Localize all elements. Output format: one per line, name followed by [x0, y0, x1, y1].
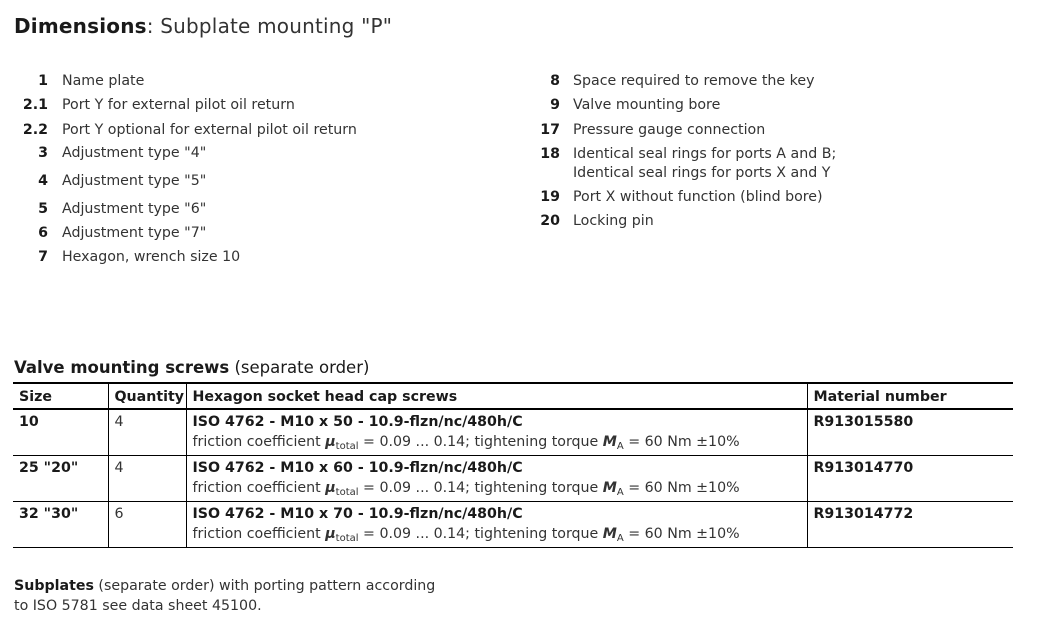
legend-text: Valve mounting bore	[573, 97, 721, 113]
mu-subscript: total	[335, 441, 359, 452]
m-symbol: M	[602, 434, 617, 450]
note-bold: Subplates	[14, 578, 94, 594]
friction-post: = 60 Nm ±10%	[623, 526, 740, 542]
friction-mid: = 0.09 ... 0.14; tightening torque	[358, 526, 603, 542]
mu-symbol: μ	[325, 480, 336, 496]
friction-post: = 60 Nm ±10%	[623, 480, 740, 496]
legend-text: Identical seal rings for ports A and B;	[573, 146, 837, 162]
screws-table	[13, 382, 1013, 548]
legend-text: Port Y optional for external pilot oil return	[62, 122, 357, 138]
legend-number: 2.2	[22, 122, 48, 138]
legend-number: 5	[38, 201, 48, 217]
legend-text: Hexagon, wrench size 10	[62, 249, 241, 265]
legend-text: Port Y for external pilot oil return	[62, 97, 295, 113]
table-row	[13, 502, 1013, 548]
cell-size: 32 "30"	[13, 502, 108, 548]
friction-mid: = 0.09 ... 0.14; tightening torque	[358, 434, 603, 450]
legend-number: 7	[38, 249, 48, 265]
friction-pre: friction coefficient	[192, 480, 326, 496]
table-row	[13, 409, 1013, 456]
mu-subscript: total	[335, 533, 359, 544]
subplates-note	[14, 576, 435, 616]
title-bold: Dimensions	[14, 14, 147, 38]
cell-material: R913014770	[807, 456, 1013, 502]
legend-number: 17	[540, 122, 560, 138]
title-rest: : Subplate mounting "P"	[146, 14, 393, 38]
note-line1-rest: (separate order) with porting pattern according	[93, 578, 436, 594]
legend-text: Identical seal rings for ports X and Y	[573, 165, 831, 181]
cell-size: 25 "20"	[13, 456, 108, 502]
header-material: Material number	[807, 383, 1013, 409]
screws-section-title	[14, 358, 369, 377]
legend-text: Adjustment type "6"	[62, 201, 207, 217]
m-symbol: M	[602, 480, 617, 496]
cell-material: R913015580	[807, 409, 1013, 456]
page-title	[14, 14, 392, 38]
legend-text: Adjustment type "4"	[62, 145, 207, 161]
header-quantity: Quantity	[108, 383, 186, 409]
mu-subscript: total	[335, 487, 359, 498]
friction-post: = 60 Nm ±10%	[623, 434, 740, 450]
m-subscript: A	[616, 441, 624, 452]
legend-number: 1	[38, 73, 48, 89]
friction-mid: = 0.09 ... 0.14; tightening torque	[358, 480, 603, 496]
legend-number: 8	[550, 73, 560, 89]
cell-material: R913014772	[807, 502, 1013, 548]
legend-number: 9	[550, 97, 560, 113]
table-header-row	[13, 383, 1013, 409]
legend-number: 4	[38, 173, 48, 189]
table-row	[13, 456, 1013, 502]
legend-number: 18	[540, 146, 560, 162]
cell-quantity: 4	[108, 409, 186, 456]
friction-note	[193, 478, 801, 498]
cell-screw-spec	[186, 456, 807, 502]
legend-number: 2.1	[22, 97, 48, 113]
legend-text: Port X without function (blind bore)	[573, 189, 823, 205]
screw-spec: ISO 4762 - M10 x 50 - 10.9-flzn/nc/480h/C	[192, 414, 523, 430]
friction-pre: friction coefficient	[192, 434, 326, 450]
cell-size: 10	[13, 409, 108, 456]
m-subscript: A	[616, 487, 624, 498]
screw-spec: ISO 4762 - M10 x 60 - 10.9-flzn/nc/480h/C	[192, 460, 523, 476]
legend-text: Locking pin	[573, 213, 654, 229]
legend-number: 3	[38, 145, 48, 161]
cell-quantity: 4	[108, 456, 186, 502]
screws-title-rest: (separate order)	[229, 358, 370, 377]
mu-symbol: μ	[325, 526, 336, 542]
legend-number: 19	[540, 189, 560, 205]
mu-symbol: μ	[325, 434, 336, 450]
legend-text: Adjustment type "5"	[62, 173, 207, 189]
legend-text: Adjustment type "7"	[62, 225, 207, 241]
friction-note	[193, 524, 801, 544]
legend-number: 6	[38, 225, 48, 241]
cell-quantity: 6	[108, 502, 186, 548]
header-screws: Hexagon socket head cap screws	[186, 383, 807, 409]
legend-text: Pressure gauge connection	[573, 122, 766, 138]
friction-pre: friction coefficient	[192, 526, 326, 542]
legend-text: Name plate	[62, 73, 145, 89]
legend-number: 20	[540, 213, 560, 229]
note-line-1	[14, 576, 435, 596]
screw-spec: ISO 4762 - M10 x 70 - 10.9-flzn/nc/480h/C	[192, 506, 523, 522]
m-subscript: A	[616, 533, 624, 544]
m-symbol: M	[602, 526, 617, 542]
cell-screw-spec	[186, 502, 807, 548]
legend-text: Space required to remove the key	[573, 73, 815, 89]
friction-note	[193, 432, 801, 452]
screws-title-bold: Valve mounting screws	[14, 358, 230, 377]
note-line-2: to ISO 5781 see data sheet 45100.	[14, 598, 262, 614]
header-size: Size	[13, 383, 108, 409]
cell-screw-spec	[186, 409, 807, 456]
